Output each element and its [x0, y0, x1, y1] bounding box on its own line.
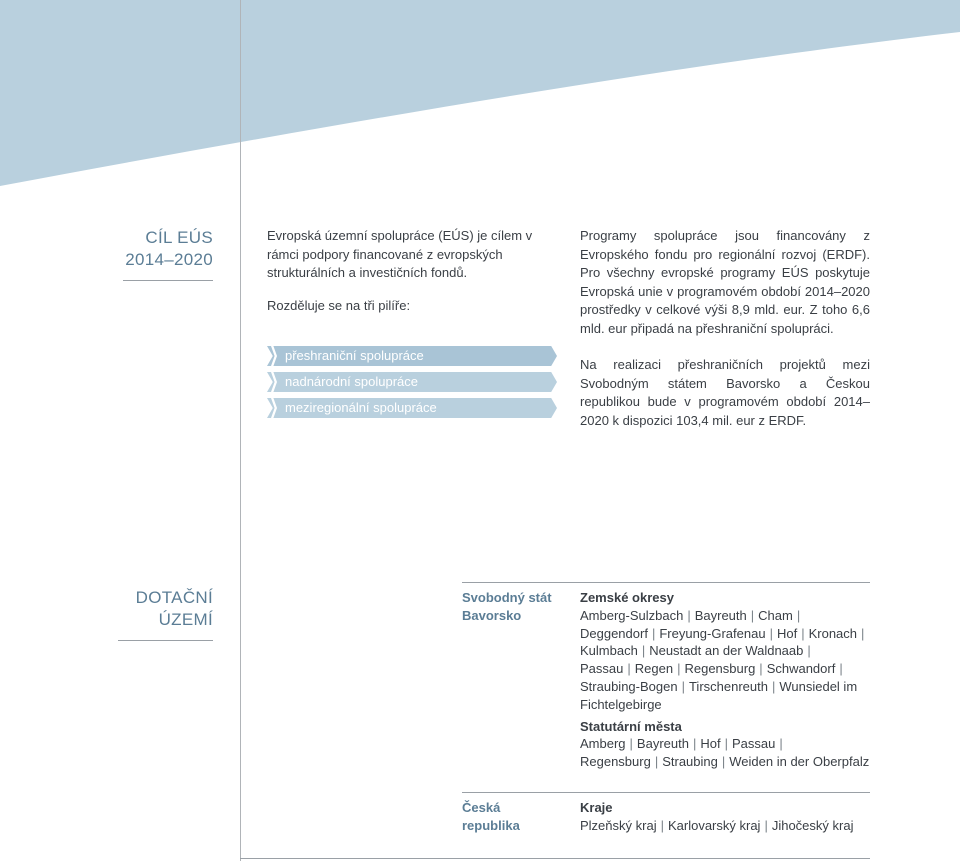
region-name-bavaria: Svobodný stát Bavorsko — [462, 590, 552, 623]
city-item: Bayreuth — [636, 736, 689, 752]
district-item: Kronach — [808, 625, 858, 641]
pillar-transnational: nadnárodní spolupráce — [267, 372, 557, 392]
section-title-rule — [118, 640, 213, 641]
district-item: Passau — [580, 661, 624, 677]
regions-heading: Kraje — [580, 800, 613, 815]
region-item: Plzeňský kraj — [580, 817, 657, 833]
district-item: Amberg-Sulzbach — [580, 607, 684, 623]
pillar-interregional: meziregionální spolupráce — [267, 398, 557, 418]
funding-paragraph: Programy spolupráce jsou financovány z Evropského fondu pro regionální rozvoj (ERDF). Pro všechny evropské programy EÚS poskytuje Evropská unie v programovém období 2014–2020 prostředky v celkové výši 8,9 mld. eur. Z toho 6,6 mld. eur připadá na přeshraniční spolupráci. — [580, 228, 870, 336]
city-item: Regensburg — [580, 754, 651, 770]
regions-list: Plzeňský kraj | Karlovarský kraj | Jihočeský kraj — [580, 817, 854, 833]
district-item: Bayreuth — [694, 607, 747, 623]
region-table-top-rule — [462, 582, 870, 583]
district-item: Freyung-Grafenau — [659, 625, 766, 641]
czech-details — [580, 799, 875, 835]
vertical-divider — [240, 0, 241, 861]
section-title-cil-eus: CÍL EÚS 2014–2020 — [125, 228, 213, 269]
district-item: Neustadt an der Waldnaab — [649, 643, 804, 659]
section-title-rule — [123, 280, 213, 281]
cities-list: Amberg | Bayreuth | Hof | Passau | Regensburg | Straubing | Weiden in der Oberpfalz — [580, 736, 870, 770]
header-swoosh-graphic — [0, 0, 960, 190]
region-name-czech-republic: Česká republika — [462, 800, 520, 833]
region-table-middle-rule — [462, 792, 870, 793]
city-item: Passau — [731, 736, 776, 752]
city-item: Straubing — [662, 754, 718, 770]
city-item: Hof — [700, 736, 721, 752]
district-item: Schwandorf — [766, 661, 836, 677]
city-item: Weiden in der Oberpfalz — [729, 754, 870, 770]
funding-column — [580, 227, 870, 430]
section-title-dotacni-uzemi: DOTAČNÍ ÚZEMÍ — [135, 588, 213, 629]
bavaria-details — [580, 589, 875, 771]
bottom-rule — [240, 858, 870, 859]
pillars-list — [267, 346, 557, 424]
pillar-cross-border: přeshraniční spolupráce — [267, 346, 557, 366]
district-item: Straubing-Bogen — [580, 678, 678, 694]
district-item: Regen — [634, 661, 674, 677]
district-item: Kulmbach — [580, 643, 638, 659]
district-item: Deggendorf — [580, 625, 648, 641]
cities-heading: Statutární města — [580, 718, 682, 734]
pillars-lead: Rozděluje se na tři pilíře: — [267, 297, 411, 313]
district-item: Wunsiedel im Fichtelgebirge — [580, 678, 858, 712]
district-item: Cham — [758, 607, 793, 623]
region-item: Karlovarský kraj — [667, 817, 761, 833]
district-item: Hof — [776, 625, 798, 641]
district-item: Tirschenreuth — [688, 678, 768, 694]
region-item: Jihočeský kraj — [771, 817, 854, 833]
districts-heading: Zemské okresy — [580, 590, 674, 605]
cross-border-budget-paragraph: Na realizaci přeshraničních projektů mezi Svobodným státem Bavorsko a Českou republikou bude v programovém období 2014–2020 k dispozici 103,4 mil. eur z ERDF. — [580, 357, 870, 428]
city-item: Amberg — [580, 736, 626, 752]
districts-list: Amberg-Sulzbach | Bayreuth | Cham | Deggendorf | Freyung-Grafenau | Hof | Kronach | Kulmbach | Neustadt an der Waldnaab | Passau | Regen | Regensburg | Schwandorf | Straubing-Bogen | Tirschenreuth | Wunsiedel im Fichtelgebirge — [580, 607, 865, 712]
intro-paragraph: Evropská územní spolupráce (EÚS) je cílem v rámci podpory financované z evropských strukturálních a investičních fondů. — [267, 228, 533, 280]
district-item: Regensburg — [684, 661, 756, 677]
intro-column — [267, 227, 557, 315]
